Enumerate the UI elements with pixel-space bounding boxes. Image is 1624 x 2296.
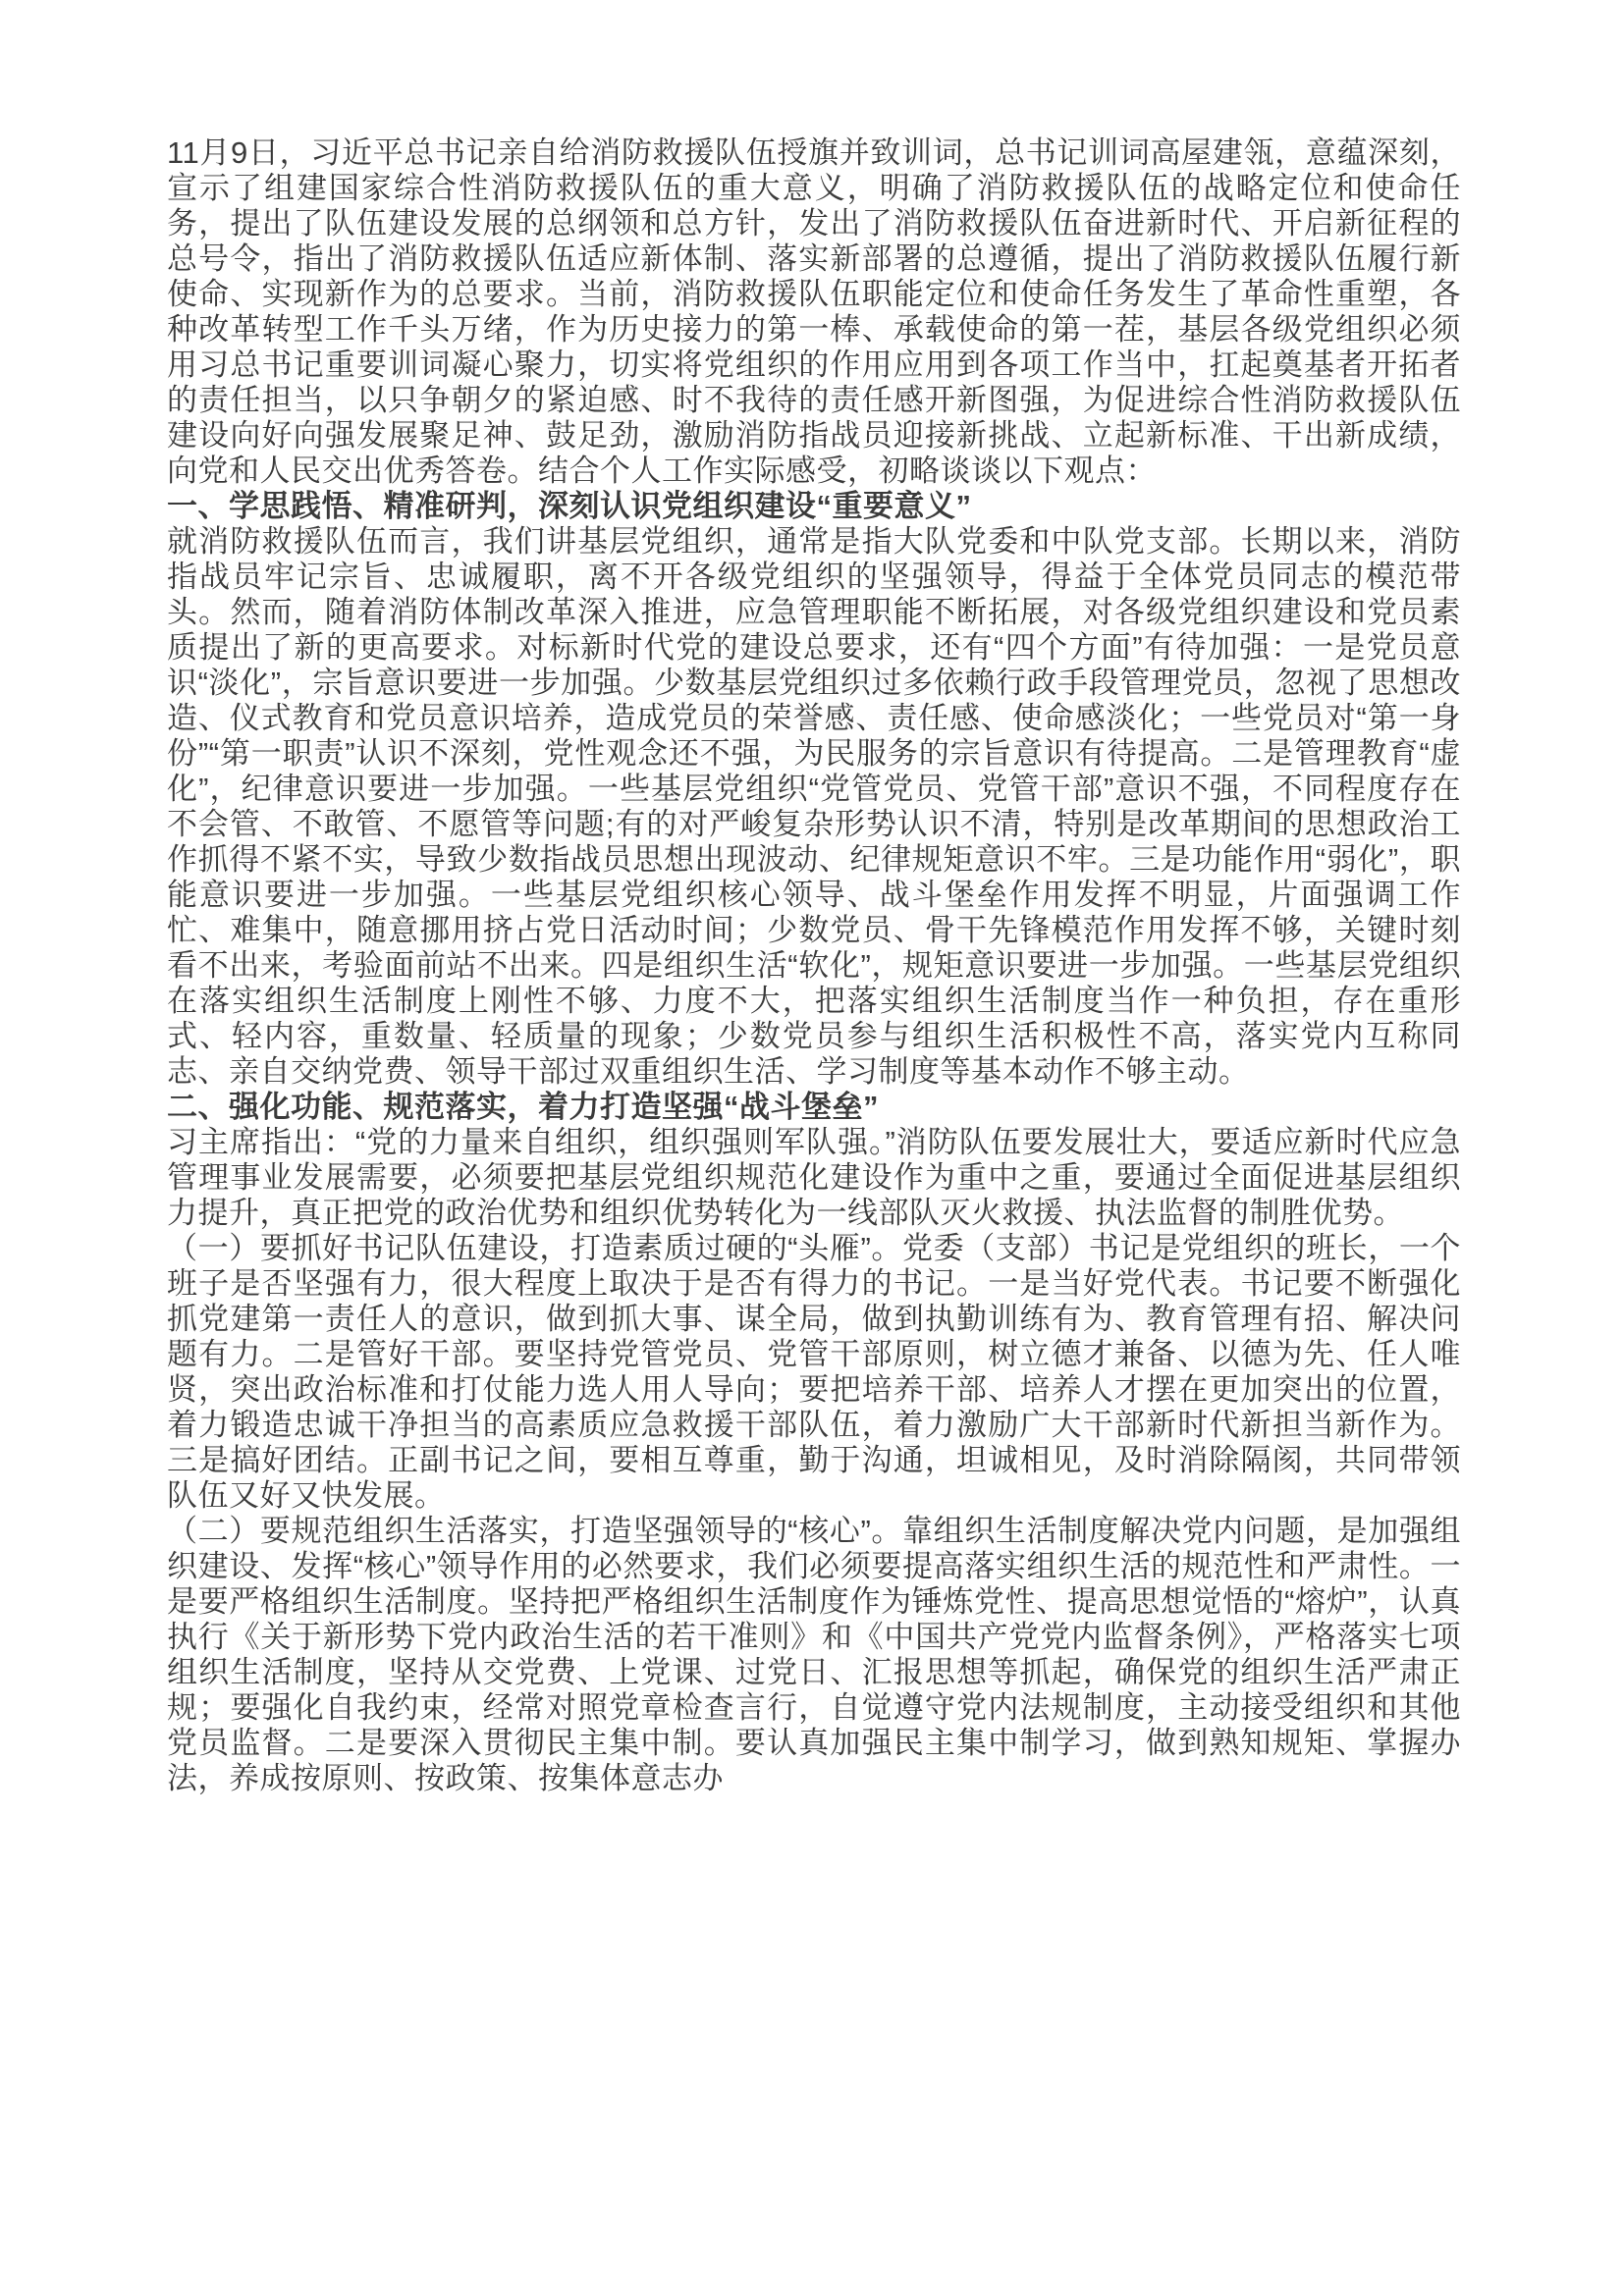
section-heading-1: 一、学思践悟、精准研判，深刻认识党组织建设“重要意义” (167, 489, 972, 523)
intro-paragraph: 11月9日，习近平总书记亲自给消防救援队伍授旗并致训词，总书记训词高屋建瓴，意蕴深刻，宣示了组建国家综合性消防救援队伍的重大意义，明确了消防救援队伍的战略定位和使命任务，提出了队伍建设发展的总纲领和总方针，发出了消防救援队伍奋进新时代、开启新征程的总号令，指出了消防救援队伍适应新体制、落实新部署的总遵循，提出了消防救援队伍履行新使命、实现新作为的总要求。当前，消防救援队伍职能定位和使命任务发生了革命性重塑，各种改革转型工作千头万绪，作为历史接力的第一棒、承载使命的第一茬，基层各级党组织必须用习总书记重要训词凝心聚力，切实将党组织的作用应用到各项工作当中，扛起奠基者开拓者的责任担当，以只争朝夕的紧迫感、时不我待的责任感开新图强，为促进综合性消防救援队伍建设向好向强发展聚足神、鼓足劲，激励消防指战员迎接新挑战、立起新标准、干出新成绩，向党和人民交出优秀答卷。结合个人工作实际感受，初略谈谈以下观点： (167, 135, 1461, 488)
section-heading-2: 二、强化功能、规范落实，着力打造坚强“战斗堡垒” (167, 1090, 879, 1124)
section-2-point-2-paragraph: （二）要规范组织生活落实，打造坚强领导的“核心”。靠组织生活制度解决党内问题，是加强组织建设、发挥“核心”领导作用的必然要求，我们必须要提高落实组织生活的规范性和严肃性。一是要严格组织生活制度。坚持把严格组织生活制度作为锤炼党性、提高思想觉悟的“熔炉”，认真执行《关于新形势下党内政治生活的若干准则》和《中国共产党党内监督条例》，严格落实七项组织生活制度，坚持从交党费、上党课、过党日、汇报思想等抓起，确保党的组织生活严肃正规；要强化自我约束，经常对照党章检查言行，自觉遵守党内法规制度，主动接受组织和其他党员监督。二是要深入贯彻民主集中制。要认真加强民主集中制学习，做到熟知规矩、掌握办法，养成按原则、按政策、按集体意志办 (167, 1514, 1461, 1795)
section-2-intro-paragraph: 习主席指出：“党的力量来自组织，组织强则军队强。”消防队伍要发展壮大，要适应新时代应急管理事业发展需要，必须要把基层党组织规范化建设作为重中之重，要通过全面促进基层组织力提升，真正把党的政治优势和组织优势转化为一线部队灭火救援、执法监督的制胜优势。 (167, 1125, 1461, 1230)
section-1-body-paragraph: 就消防救援队伍而言，我们讲基层党组织，通常是指大队党委和中队党支部。长期以来，消防指战员牢记宗旨、忠诚履职，离不开各级党组织的坚强领导，得益于全体党员同志的模范带头。然而，随着消防体制改革深入推进，应急管理职能不断拓展，对各级党组织建设和党员素质提出了新的更高要求。对标新时代党的建设总要求，还有“四个方面”有待加强：一是党员意识“淡化”，宗旨意识要进一步加强。少数基层党组织过多依赖行政手段管理党员，忽视了思想改造、仪式教育和党员意识培养，造成党员的荣誉感、责任感、使命感淡化；一些党员对“第一身份”“第一职责”认识不深刻，党性观念还不强，为民服务的宗旨意识有待提高。二是管理教育“虚化”，纪律意识要进一步加强。一些基层党组织“党管党员、党管干部”意识不强，不同程度存在不会管、不敢管、不愿管等问题;有的对严峻复杂形势认识不清，特别是改革期间的思想政治工作抓得不紧不实，导致少数指战员思想出现波动、纪律规矩意识不牢。三是功能作用“弱化”，职能意识要进一步加强。一些基层党组织核心领导、战斗堡垒作用发挥不明显，片面强调工作忙、难集中，随意挪用挤占党日活动时间；少数党员、骨干先锋模范作用发挥不够，关键时刻看不出来，考验面前站不出来。四是组织生活“软化”，规矩意识要进一步加强。一些基层党组织在落实组织生活制度上刚性不够、力度不大，把落实组织生活制度当作一种负担，存在重形式、轻内容，重数量、轻质量的现象；少数党员参与组织生活积极性不高，落实党内互称同志、亲自交纳党费、领导干部过双重组织生活、学习制度等基本动作不够主动。 (167, 524, 1461, 1089)
section-2-point-1-paragraph: （一）要抓好书记队伍建设，打造素质过硬的“头雁”。党委（支部）书记是党组织的班长，一个班子是否坚强有力，很大程度上取决于是否有得力的书记。一是当好党代表。书记要不断强化抓党建第一责任人的意识，做到抓大事、谋全局，做到执勤训练有为、教育管理有招、解决问题有力。二是管好干部。要坚持党管党员、党管干部原则，树立德才兼备、以德为先、任人唯贤，突出政治标准和打仗能力选人用人导向；要把培养干部、培养人才摆在更加突出的位置，着力锻造忠诚干净担当的高素质应急救援干部队伍，着力激励广大干部新时代新担当新作为。三是搞好团结。正副书记之间，要相互尊重，勤于沟通，坦诚相见，及时消除隔阂，共同带领队伍又好又快发展。 (167, 1231, 1461, 1513)
